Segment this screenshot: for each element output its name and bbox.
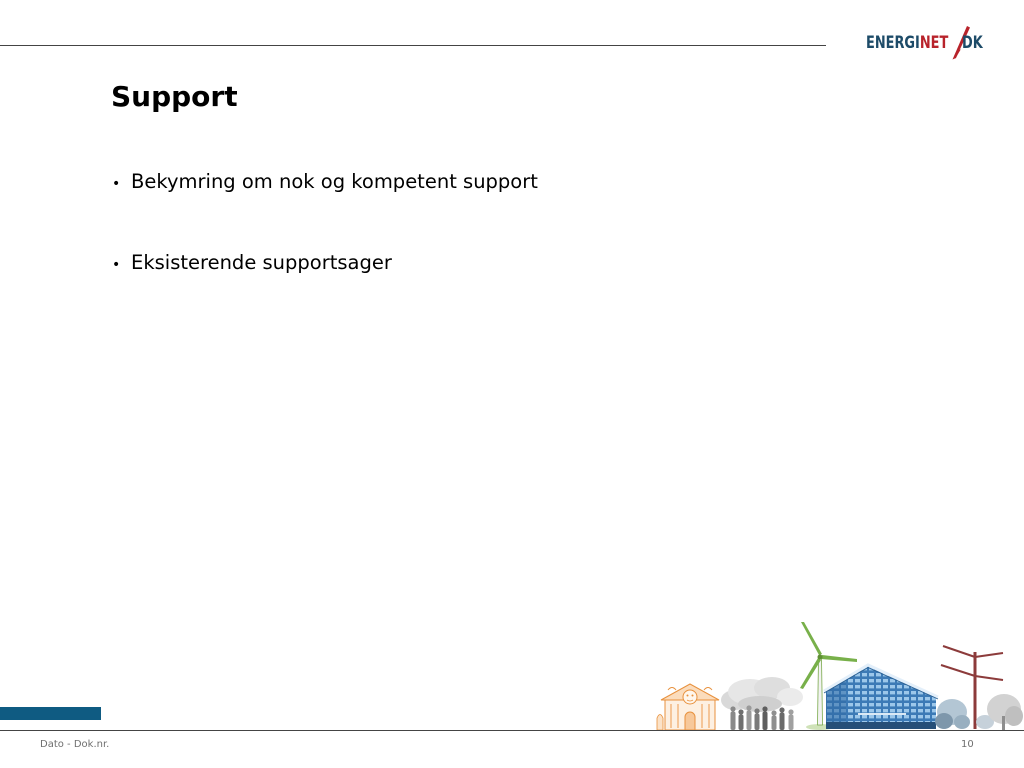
sketch-face-eye xyxy=(692,695,694,697)
tree xyxy=(1005,706,1023,726)
footer-illustration xyxy=(650,614,1024,730)
header-rule xyxy=(0,45,826,46)
sketch-building-face xyxy=(683,690,697,704)
turbine-hub xyxy=(818,655,823,660)
logo-word-part2: NET xyxy=(919,33,949,53)
sketch-building xyxy=(657,684,719,730)
person-silhouette xyxy=(730,706,735,730)
sketch-face-eye xyxy=(687,695,689,697)
pylon-arm xyxy=(975,653,1003,657)
tree-trunk xyxy=(1002,716,1005,730)
bullet-icon: • xyxy=(112,176,121,192)
person-silhouette xyxy=(738,709,743,730)
footer-date-docnr: Dato - Dok.nr. xyxy=(40,739,110,750)
office-building xyxy=(824,665,938,729)
person-silhouette xyxy=(746,705,751,730)
person-silhouette xyxy=(762,706,767,730)
slide-title: Support xyxy=(111,80,238,113)
cloud xyxy=(738,696,782,712)
logo-suffix: DK xyxy=(962,33,983,53)
logo-word-part1: ENERGI xyxy=(866,33,920,53)
turbine-blade xyxy=(801,622,822,655)
pylon-arm xyxy=(975,676,1003,680)
bullet-icon: • xyxy=(112,257,121,273)
person-silhouette xyxy=(788,709,793,730)
person-silhouette xyxy=(771,710,776,730)
turbine-tower xyxy=(818,657,823,725)
trees xyxy=(935,694,1023,730)
accent-bar xyxy=(0,707,101,720)
building-base xyxy=(826,722,936,729)
page-number: 10 xyxy=(961,739,974,750)
pylon-arm xyxy=(943,646,975,657)
pylon-arm xyxy=(941,665,975,676)
turbine-blade xyxy=(821,655,857,662)
person-silhouette xyxy=(779,707,784,730)
sketch-building-door xyxy=(685,712,695,730)
tree xyxy=(954,715,970,729)
energinet-logo-wordmark xyxy=(866,35,948,52)
bullet-text: Eksisterende supportsager xyxy=(131,251,392,274)
bullet-text: Bekymring om nok og kompetent support xyxy=(131,170,538,193)
sketch-figure xyxy=(657,715,663,731)
tree xyxy=(935,713,953,729)
bullet-item xyxy=(112,170,538,196)
footer-rule xyxy=(0,730,1024,731)
bullet-item xyxy=(112,251,392,277)
person-silhouette xyxy=(754,708,759,730)
building-canopy xyxy=(858,713,906,715)
